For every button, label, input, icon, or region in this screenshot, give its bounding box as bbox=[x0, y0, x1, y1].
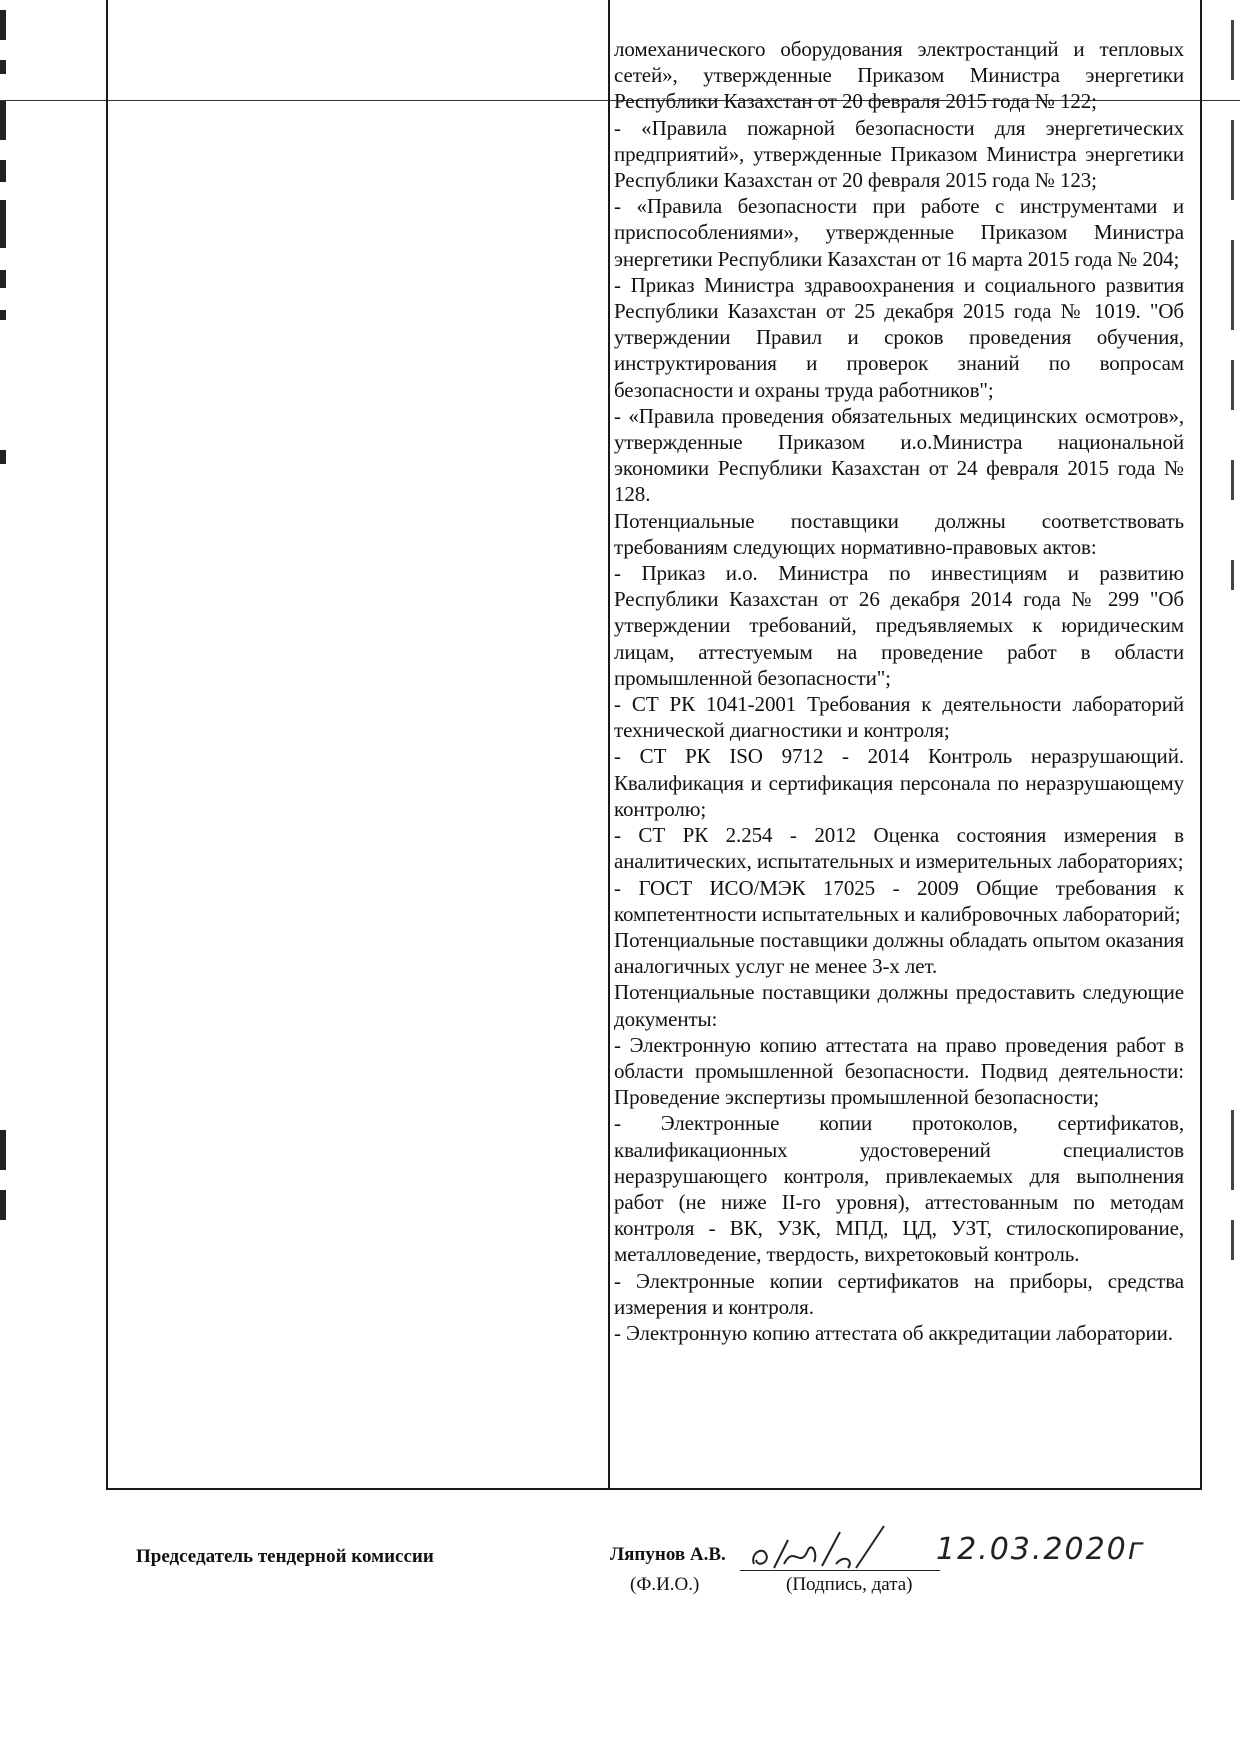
table-border-left bbox=[106, 0, 108, 1490]
requirements-paragraph: Потенциальные поставщики должны предоставить следующие документы: bbox=[614, 980, 1184, 1031]
fio-caption: (Ф.И.О.) bbox=[630, 1574, 700, 1595]
requirements-paragraph: - СТ РК ISO 9712 - 2014 Контроль неразрушающий. Квалификация и сертификация персонала по неразрушающему контролю; bbox=[614, 744, 1184, 821]
requirements-paragraph: Потенциальные поставщики должны соответствовать требованиям следующих нормативно-правовых актов: bbox=[614, 508, 1184, 559]
requirements-paragraph: - Электронную копию аттестата об аккредитации лаборатории. bbox=[614, 1320, 1173, 1345]
requirements-paragraph: - «Правила безопасности при работе с инструментами и приспособлениями», утвержденные Приказом Министра энергетики Республики Казахстан от 16 марта 2015 года № 204; bbox=[614, 194, 1184, 271]
table-border-right bbox=[1200, 0, 1202, 1490]
requirements-paragraph: - Электронную копию аттестата на право проведения работ в области промышленной безопасности. Подвид деятельности: Проведение экспертизы промышленной безопасности; bbox=[614, 1032, 1184, 1110]
requirements-paragraph: - Электронные копии сертификатов на приборы, средства измерения и контроля. bbox=[614, 1268, 1184, 1319]
signature-date-caption: (Подпись, дата) bbox=[786, 1574, 913, 1595]
scan-artifact-left bbox=[0, 0, 8, 1754]
table-border-bottom bbox=[106, 1488, 1202, 1490]
scan-artifact-right bbox=[1231, 0, 1236, 1754]
chairman-name: Ляпунов А.В. bbox=[610, 1544, 726, 1565]
handwritten-date: 12.03.2020г bbox=[936, 1532, 1146, 1567]
requirements-cell bbox=[614, 36, 1184, 1346]
chairman-title: Председатель тендерной комиссии bbox=[136, 1546, 434, 1567]
requirements-paragraph: - Приказ Министра здравоохранения и социального развития Республики Казахстан от 25 декабря 2015 года № 1019. "Об утверждении Правил и сроков проведения обучения, инструктирования и проверок знаний по вопросам безопасности и охраны труда работников"; bbox=[614, 272, 1184, 402]
requirements-paragraph: - Приказ и.о. Министра по инвестициям и развитию Республики Казахстан от 26 декабря 2014 года № 299 "Об утверждении требований, предъявляемых к юридическим лицам, аттестуемым на проведение работ в области промышленной безопасности"; bbox=[614, 561, 1184, 690]
signature-block bbox=[0, 1532, 1240, 1618]
signature-line bbox=[740, 1570, 940, 1571]
requirements-paragraph: - «Правила проведения обязательных медицинских осмотров», утвержденные Приказом и.о.Министра национальной экономики Республики Казахстан от 24 февраля 2015 года № 128. bbox=[614, 403, 1184, 507]
requirements-paragraph: - ГОСТ ИСО/МЭК 17025 - 2009 Общие требования к компетентности испытательных и калибровочных лабораторий; bbox=[614, 875, 1184, 926]
requirements-paragraph: - СТ РК 2.254 - 2012 Оценка состояния измерения в аналитических, испытательных и измерительных лабораториях; bbox=[614, 823, 1184, 874]
requirements-paragraph: - СТ РК 1041-2001 Требования к деятельности лабораторий технической диагностики и контроля; bbox=[614, 692, 1184, 743]
table-column-divider bbox=[608, 0, 610, 1490]
requirements-paragraph: Потенциальные поставщики должны обладать опытом оказания аналогичных услуг не менее 3-х лет. bbox=[614, 927, 1184, 979]
requirements-paragraph: - «Правила пожарной безопасности для энергетических предприятий», утвержденные Приказом Министра энергетики Республики Казахстан от 20 февраля 2015 года № 123; bbox=[614, 115, 1184, 193]
requirements-paragraph: ломеханического оборудования электростанций и тепловых сетей», утвержденные Приказом Министра энергетики Республики Казахстан от 20 февраля 2015 года № 122; bbox=[614, 37, 1184, 114]
requirements-paragraph: - Электронные копии протоколов, сертификатов, квалификационных удостоверений специалистов неразрушающего контроля, привлекаемых для выполнения работ (не ниже II-го уровня), аттестованным по методам контроля - ВК, УЗК, МПД, ЦД, УЗТ, стилоскопирование, металловедение, твердость, вихретоковый контроль. bbox=[614, 1111, 1184, 1267]
handwritten-signature bbox=[744, 1524, 924, 1580]
